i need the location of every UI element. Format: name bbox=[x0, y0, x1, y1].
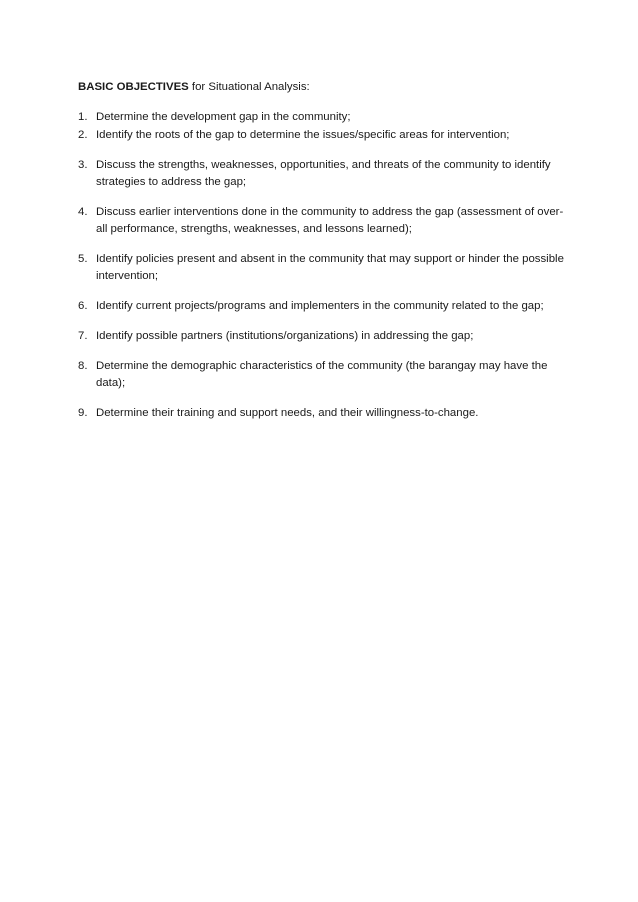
list-item-text: Identify policies present and absent in the community that may support or hinder the possible intervention; bbox=[96, 253, 564, 282]
list-item-number: 4. bbox=[78, 206, 88, 218]
heading-bold-text: BASIC OBJECTIVES bbox=[78, 81, 189, 93]
list-item-number: 1. bbox=[78, 111, 88, 123]
document-body bbox=[78, 79, 568, 435]
list-item bbox=[78, 127, 568, 144]
list-item-number: 3. bbox=[78, 159, 88, 171]
list-item bbox=[78, 251, 568, 285]
heading-rest-text: for Situational Analysis: bbox=[188, 81, 310, 93]
list-item bbox=[78, 204, 568, 238]
list-item bbox=[78, 328, 568, 345]
list-item bbox=[78, 358, 568, 392]
list-item-number: 9. bbox=[78, 407, 88, 419]
list-item-number: 5. bbox=[78, 253, 88, 265]
list-item bbox=[78, 109, 568, 126]
list-item-text: Identify current projects/programs and implementers in the community related to the gap; bbox=[96, 300, 544, 312]
list-item-text: Discuss earlier interventions done in the community to address the gap (assessment of over-all performance, strengths, weaknesses, and lessons learned); bbox=[96, 206, 564, 235]
list-item-text: Identify possible partners (institutions/organizations) in addressing the gap; bbox=[96, 330, 474, 342]
list-item-text: Determine the development gap in the community; bbox=[96, 111, 351, 123]
list-item-text: Discuss the strengths, weaknesses, opportunities, and threats of the community to identify strategies to address the gap; bbox=[96, 159, 551, 188]
list-item bbox=[78, 298, 568, 315]
list-item-number: 6. bbox=[78, 300, 88, 312]
list-item-text: Identify the roots of the gap to determine the issues/specific areas for intervention; bbox=[96, 129, 510, 141]
list-item-number: 2. bbox=[78, 129, 88, 141]
list-item-text: Determine their training and support needs, and their willingness-to-change. bbox=[96, 407, 479, 419]
list-item-text: Determine the demographic characteristics of the community (the barangay may have the data); bbox=[96, 360, 548, 389]
section-heading bbox=[78, 79, 568, 96]
list-item bbox=[78, 157, 568, 191]
list-item-number: 8. bbox=[78, 360, 88, 372]
list-item bbox=[78, 405, 568, 422]
list-item-number: 7. bbox=[78, 330, 88, 342]
objectives-list bbox=[78, 109, 568, 422]
